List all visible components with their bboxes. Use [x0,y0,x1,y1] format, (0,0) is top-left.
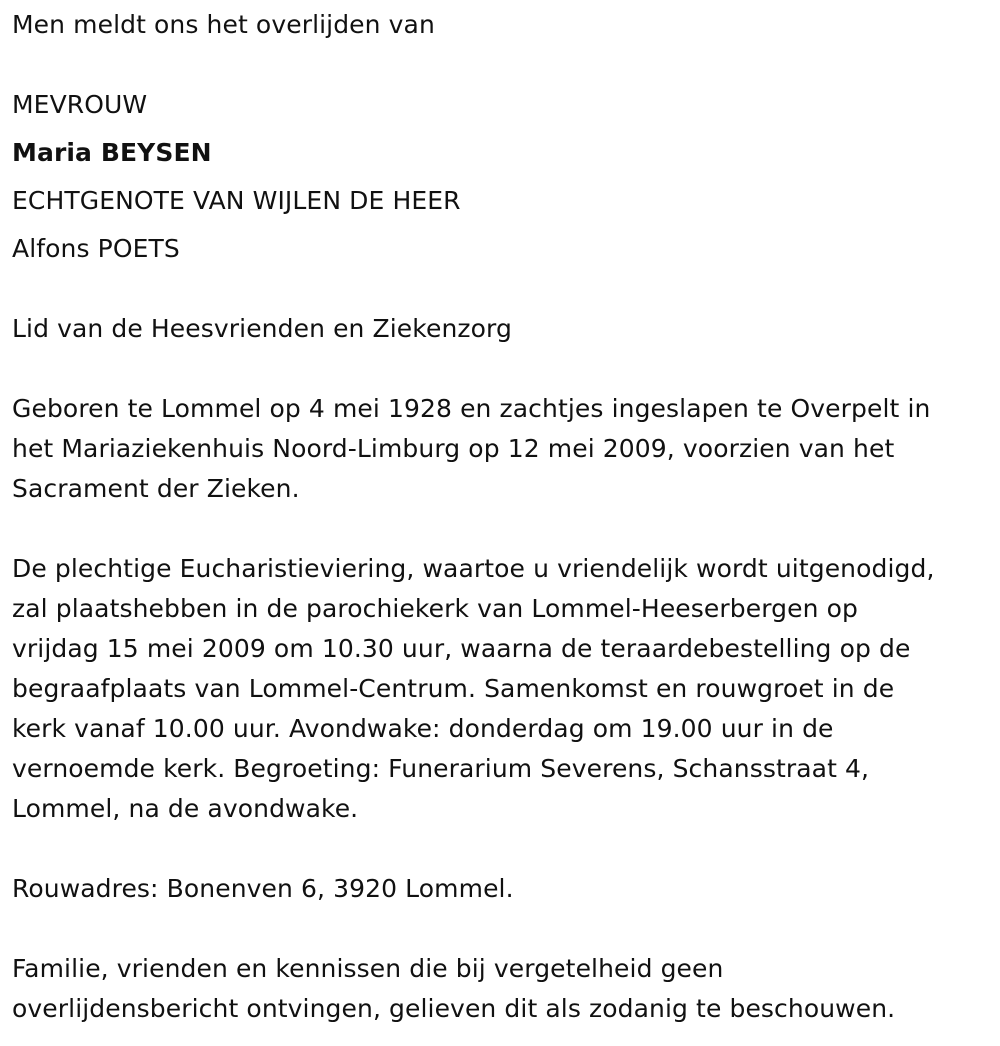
ceremony-line: begraafplaats van Lommel-Centrum. Samenkomst en rouwgroet in de [12,674,895,703]
ceremony-line: vernoemde kerk. Begroeting: Funerarium Severens, Schansstraat 4, [12,754,870,783]
birth-line: het Mariaziekenhuis Noord-Limburg op 12 mei 2009, voorzien van het [12,434,895,463]
intro-line: Men meldt ons het overlijden van [12,10,435,39]
birth-line: Sacrament der Zieken. [12,474,300,503]
ceremony-line: kerk vanaf 10.00 uur. Avondwake: donderdag om 19.00 uur in de [12,714,834,743]
relation-line: ECHTGENOTE VAN WIJLEN DE HEER [12,186,461,215]
ceremony-line: Lommel, na de avondwake. [12,794,359,823]
closing-line: Familie, vrienden en kennissen die bij vergetelheid geen [12,954,724,983]
address-line: Rouwadres: Bonenven 6, 3920 Lommel. [12,874,514,903]
closing-line: overlijdensbericht ontvingen, gelieven dit als zodanig te beschouwen. [12,994,896,1023]
ceremony-line: zal plaatshebben in de parochiekerk van Lommel-Heeserbergen op [12,594,858,623]
ceremony-line: vrijdag 15 mei 2009 om 10.30 uur, waarna de teraardebestelling op de [12,634,911,663]
ceremony-line: De plechtige Eucharistieviering, waartoe u vriendelijk wordt uitgenodigd, [12,554,935,583]
deceased-name: Maria BEYSEN [12,138,212,167]
title-line: MEVROUW [12,90,148,119]
birth-line: Geboren te Lommel op 4 mei 1928 en zachtjes ingeslapen te Overpelt in [12,394,931,423]
spouse-name: Alfons POETS [12,234,180,263]
membership-line: Lid van de Heesvrienden en Ziekenzorg [12,314,512,343]
